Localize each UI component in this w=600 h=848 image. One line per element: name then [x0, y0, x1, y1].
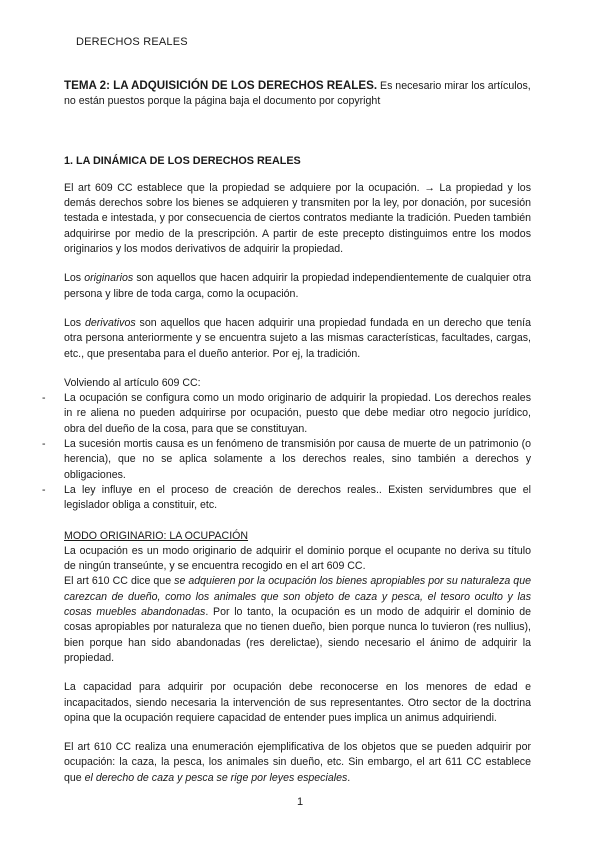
quote-art-611: el derecho de caza y pesca se rige por leyes especiales [84, 771, 348, 784]
paragraph-capacidad: La capacidad para adquirir por ocupación debe reconocerse en los menores de edad e incapacitados, siendo necesaria la intervención de sus representantes. Otro sector de la doctrina opina que la ocupación requiere capacidad de entender pues implica un animus adquiriendi. [64, 681, 531, 724]
paragraph-art-610-start: El art 610 CC dice que [64, 575, 175, 588]
topic-title [64, 78, 531, 110]
list-item: - La ley influye en el proceso de creación de derechos reales.. Existen servidumbres que el legislador obliga a constituir, etc. [64, 483, 531, 514]
section-heading: 1. LA DINÁMICA DE LOS DERECHOS REALES [64, 154, 301, 167]
list-item: - La ocupación se configura como un modo originario de adquirir la propiedad. Los derechos reales in re aliena no pueden adquirirse por ocupación, puesto que debe mediar otro negocio jurídico, obra del dueño de la cosa, para que se constituyan. [64, 391, 531, 437]
paragraph-art-610 [64, 574, 531, 666]
paragraph-derivativos [64, 316, 531, 362]
list-item: - La sucesión mortis causa es un fenómeno de transmisión por causa de muerte de un patrimonio (o herencia), que no se aplica solamente a los derechos reales, sino también a derechos y obligaciones. [64, 437, 531, 483]
topic-title-bold: TEMA 2: LA ADQUISICIÓN DE LOS DERECHOS REALES. [64, 79, 378, 92]
quote-art-610: se adquieren por la ocupación los bienes apropiables por su naturaleza que carezcan de dueño, como los animales que son objeto de caza y pesca, el tesoro oculto y las cosas muebles abandonadas [64, 575, 531, 619]
paragraph-derivativos-end: son aquellos que hacen adquirir una propiedad fundada en un derecho que tenía otra persona anteriormente y se encuentra sujeto a las mismas características, facultades, cargas, etc., que presentaba para el dueño anterior. Por ej, la tradición. [64, 316, 532, 360]
paragraph-art-610-end: . Por lo tanto, la ocupación es un modo de adquirir el dominio de cosas apropiables por naturaleza que no tienen dueño, bien porque nunca lo tuvieron (res nullius), bien porque han sido abandonadas (res derelictae), siendo necesario el ánimo de adquirir la propiedad. [64, 606, 531, 664]
paragraph-art-609: El art 609 CC establece que la propiedad se adquiere por la ocupación. → La propiedad y los demás derechos sobre los bienes se adquieren y transmiten por la ley, por donación, por sucesión testada e intestada, y por consecuencia de ciertos contratos mediante la tradición. Pueden también adquirirse por medio de la prescripción. A partir de este precepto distinguimos entre los modos originarios y los modos derivativos de adquirir la propiedad. [64, 181, 531, 256]
dash-list [64, 391, 531, 513]
list-intro: Volviendo al artículo 609 CC: [64, 376, 201, 389]
term-originarios: originarios [84, 272, 134, 285]
paragraph-originarios-start: Los [64, 272, 85, 285]
topic-title-note: Es necesario mirar los artículos, no están puestos porque la página baja el documento por copyright [64, 80, 531, 108]
paragraph-derivativos-start: Los [64, 316, 85, 329]
paragraph-originarios [64, 271, 531, 302]
paragraph-originarios-end: son aquellos que hacen adquirir la propiedad independientemente de cualquier otra persona y libre de toda carga, como la ocupación. [64, 272, 531, 300]
paragraph-art-611 [64, 740, 531, 786]
page-number: 1 [296, 796, 304, 808]
subsection-heading: MODO ORIGINARIO: LA OCUPACIÓN [64, 529, 249, 542]
paragraph-ocupacion: La ocupación es un modo originario de adquirir el dominio porque el ocupante no deriva su título de ningún transeúnte, y se encuentra recogido en el art 609 CC. [64, 544, 531, 573]
document-body [64, 78, 531, 786]
term-derivativos: derivativos [85, 316, 136, 329]
page-header: DERECHOS REALES [76, 36, 188, 48]
paragraph-art-611-end: . [347, 771, 351, 784]
paragraph-art-611-start: El art 610 CC realiza una enumeración ejemplificativa de los objetos que se pueden adquirir por ocupación: la caza, la pesca, los animales sin dueño, etc. Sin embargo, el art 611 CC establece que [64, 741, 531, 784]
